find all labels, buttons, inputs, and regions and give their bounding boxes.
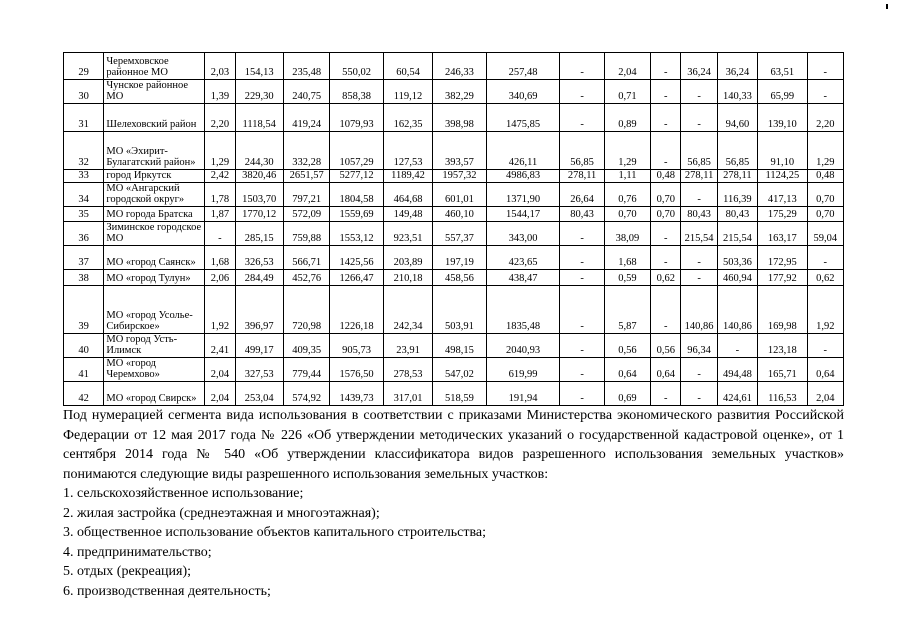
value-cell: 278,11 bbox=[681, 170, 717, 183]
value-cell: 5277,12 bbox=[330, 170, 383, 183]
value-cell: 1770,12 bbox=[235, 207, 283, 222]
value-cell: - bbox=[807, 53, 843, 80]
value-cell: 1226,18 bbox=[330, 286, 383, 334]
value-cell: 0,70 bbox=[807, 207, 843, 222]
value-cell: 140,33 bbox=[717, 80, 757, 104]
value-cell: 23,91 bbox=[383, 334, 432, 358]
value-cell: 0,89 bbox=[604, 104, 650, 132]
value-cell: - bbox=[651, 53, 681, 80]
value-cell: 1,68 bbox=[604, 246, 650, 270]
value-cell: 1576,50 bbox=[330, 358, 383, 382]
value-cell: 91,10 bbox=[758, 132, 807, 170]
value-cell: 36,24 bbox=[681, 53, 717, 80]
value-cell: 0,62 bbox=[807, 270, 843, 286]
row-number: 37 bbox=[64, 246, 104, 270]
value-cell: 858,38 bbox=[330, 80, 383, 104]
value-cell: 0,70 bbox=[651, 207, 681, 222]
value-cell: 426,11 bbox=[486, 132, 560, 170]
value-cell: - bbox=[807, 334, 843, 358]
value-cell: 2,04 bbox=[807, 382, 843, 406]
value-cell: - bbox=[807, 80, 843, 104]
value-cell: 460,94 bbox=[717, 270, 757, 286]
row-number: 39 bbox=[64, 286, 104, 334]
value-cell: 2,06 bbox=[205, 270, 235, 286]
value-cell: 1266,47 bbox=[330, 270, 383, 286]
value-cell: 0,48 bbox=[807, 170, 843, 183]
municipality-name: МО «город Черемхово» bbox=[104, 358, 205, 382]
value-cell: 1,68 bbox=[205, 246, 235, 270]
row-number: 41 bbox=[64, 358, 104, 382]
value-cell: 460,10 bbox=[433, 207, 486, 222]
value-cell: 203,89 bbox=[383, 246, 432, 270]
table-row bbox=[64, 170, 844, 183]
table-body bbox=[64, 53, 844, 406]
value-cell: 1057,29 bbox=[330, 132, 383, 170]
value-cell: 215,54 bbox=[717, 222, 757, 246]
value-cell: 0,62 bbox=[651, 270, 681, 286]
value-cell: 38,09 bbox=[604, 222, 650, 246]
value-cell: 2,03 bbox=[205, 53, 235, 80]
value-cell: 503,91 bbox=[433, 286, 486, 334]
municipality-name: Черемховское районное МО bbox=[104, 53, 205, 80]
row-number: 40 bbox=[64, 334, 104, 358]
value-cell: 1,29 bbox=[205, 132, 235, 170]
value-cell: 1118,54 bbox=[235, 104, 283, 132]
table-row bbox=[64, 246, 844, 270]
value-cell: 191,94 bbox=[486, 382, 560, 406]
value-cell: 65,99 bbox=[758, 80, 807, 104]
value-cell: 172,95 bbox=[758, 246, 807, 270]
usage-types-list bbox=[63, 484, 844, 601]
value-cell: 140,86 bbox=[681, 286, 717, 334]
value-cell: 797,21 bbox=[283, 183, 329, 207]
value-cell: 2,04 bbox=[205, 382, 235, 406]
value-cell: - bbox=[681, 183, 717, 207]
value-cell: 393,57 bbox=[433, 132, 486, 170]
row-number: 33 bbox=[64, 170, 104, 183]
value-cell: 452,76 bbox=[283, 270, 329, 286]
value-cell: 759,88 bbox=[283, 222, 329, 246]
value-cell: 1475,85 bbox=[486, 104, 560, 132]
value-cell: 94,60 bbox=[717, 104, 757, 132]
value-cell: 424,61 bbox=[717, 382, 757, 406]
value-cell: 396,97 bbox=[235, 286, 283, 334]
value-cell: 382,29 bbox=[433, 80, 486, 104]
value-cell: 63,51 bbox=[758, 53, 807, 80]
value-cell: 438,47 bbox=[486, 270, 560, 286]
value-cell: 327,53 bbox=[235, 358, 283, 382]
value-cell: 2,41 bbox=[205, 334, 235, 358]
value-cell: - bbox=[560, 104, 604, 132]
value-cell: 197,19 bbox=[433, 246, 486, 270]
value-cell: 905,73 bbox=[330, 334, 383, 358]
value-cell: 2651,57 bbox=[283, 170, 329, 183]
value-cell: 2,04 bbox=[205, 358, 235, 382]
value-cell: 80,43 bbox=[717, 207, 757, 222]
value-cell: 1804,58 bbox=[330, 183, 383, 207]
value-cell: 566,71 bbox=[283, 246, 329, 270]
value-cell: 2,20 bbox=[807, 104, 843, 132]
value-cell: - bbox=[681, 246, 717, 270]
row-number: 32 bbox=[64, 132, 104, 170]
value-cell: 0,59 bbox=[604, 270, 650, 286]
municipality-name: Зиминское городское МО bbox=[104, 222, 205, 246]
value-cell: - bbox=[681, 104, 717, 132]
municipality-name: МО «город Саянск» bbox=[104, 246, 205, 270]
value-cell: 26,64 bbox=[560, 183, 604, 207]
value-cell: 779,44 bbox=[283, 358, 329, 382]
value-cell: 572,09 bbox=[283, 207, 329, 222]
value-cell: 149,48 bbox=[383, 207, 432, 222]
table-row bbox=[64, 286, 844, 334]
value-cell: 0,56 bbox=[651, 334, 681, 358]
value-cell: 423,65 bbox=[486, 246, 560, 270]
value-cell: 253,04 bbox=[235, 382, 283, 406]
value-cell: - bbox=[651, 80, 681, 104]
row-number: 38 bbox=[64, 270, 104, 286]
value-cell: 340,69 bbox=[486, 80, 560, 104]
value-cell: 127,53 bbox=[383, 132, 432, 170]
value-cell: 165,71 bbox=[758, 358, 807, 382]
value-cell: 0,56 bbox=[604, 334, 650, 358]
value-cell: 4986,83 bbox=[486, 170, 560, 183]
value-cell: 3820,46 bbox=[235, 170, 283, 183]
table-row bbox=[64, 104, 844, 132]
value-cell: 154,13 bbox=[235, 53, 283, 80]
value-cell: - bbox=[560, 246, 604, 270]
value-cell: 547,02 bbox=[433, 358, 486, 382]
value-cell: 1,78 bbox=[205, 183, 235, 207]
value-cell: 0,70 bbox=[604, 207, 650, 222]
value-cell: 278,11 bbox=[717, 170, 757, 183]
value-cell: 177,92 bbox=[758, 270, 807, 286]
value-cell: 116,39 bbox=[717, 183, 757, 207]
value-cell: - bbox=[681, 270, 717, 286]
value-cell: - bbox=[651, 222, 681, 246]
value-cell: 1835,48 bbox=[486, 286, 560, 334]
notes-intro: Под нумерацией сегмента вида использования в соответствии с приказами Министерства экономического развития Российской Федерации от 12 мая 2017 года № 226 «Об утверждении методических указаний о государственной кадастровой оценке», от 1 сентября 2014 года № 540 «Об утверждении классификатора видов разрешенного использования земельных участков» понимаются следующие виды разрешенного использования земельных участков: bbox=[63, 408, 844, 482]
table-row bbox=[64, 222, 844, 246]
value-cell: 163,17 bbox=[758, 222, 807, 246]
value-cell: - bbox=[560, 334, 604, 358]
value-cell: - bbox=[651, 132, 681, 170]
municipality-name: МО города Братска bbox=[104, 207, 205, 222]
value-cell: 1503,70 bbox=[235, 183, 283, 207]
row-number: 30 bbox=[64, 80, 104, 104]
usage-type-item: 1. сельскохозяйственное использование; bbox=[63, 486, 304, 501]
value-cell: 503,36 bbox=[717, 246, 757, 270]
table-row bbox=[64, 53, 844, 80]
value-cell: 284,49 bbox=[235, 270, 283, 286]
value-cell: 162,35 bbox=[383, 104, 432, 132]
value-cell: 0,48 bbox=[651, 170, 681, 183]
value-cell: 285,15 bbox=[235, 222, 283, 246]
value-cell: 1439,73 bbox=[330, 382, 383, 406]
municipality-name: МО «Эхирит-Булагатский район» bbox=[104, 132, 205, 170]
value-cell: 1079,93 bbox=[330, 104, 383, 132]
value-cell: 140,86 bbox=[717, 286, 757, 334]
value-cell: 2,42 bbox=[205, 170, 235, 183]
municipality-name: МО «город Свирск» bbox=[104, 382, 205, 406]
value-cell: 1544,17 bbox=[486, 207, 560, 222]
table-row bbox=[64, 382, 844, 406]
value-cell: 56,85 bbox=[560, 132, 604, 170]
notes-section bbox=[63, 406, 844, 601]
value-cell: 56,85 bbox=[717, 132, 757, 170]
value-cell: 1,87 bbox=[205, 207, 235, 222]
valuation-table bbox=[63, 52, 844, 406]
table-row bbox=[64, 334, 844, 358]
value-cell: 619,99 bbox=[486, 358, 560, 382]
value-cell: 0,64 bbox=[604, 358, 650, 382]
value-cell: 2,04 bbox=[604, 53, 650, 80]
value-cell: 242,34 bbox=[383, 286, 432, 334]
value-cell: - bbox=[651, 104, 681, 132]
value-cell: 1124,25 bbox=[758, 170, 807, 183]
value-cell: 257,48 bbox=[486, 53, 560, 80]
value-cell: 1,29 bbox=[807, 132, 843, 170]
value-cell: - bbox=[717, 334, 757, 358]
table-row bbox=[64, 207, 844, 222]
value-cell: 464,68 bbox=[383, 183, 432, 207]
value-cell: 1,92 bbox=[807, 286, 843, 334]
table-row bbox=[64, 358, 844, 382]
value-cell: - bbox=[560, 222, 604, 246]
usage-type-item: 4. предпринимательство; bbox=[63, 544, 212, 560]
value-cell: 1553,12 bbox=[330, 222, 383, 246]
value-cell: 326,53 bbox=[235, 246, 283, 270]
value-cell: - bbox=[651, 382, 681, 406]
value-cell: 557,37 bbox=[433, 222, 486, 246]
table-row bbox=[64, 132, 844, 170]
value-cell: - bbox=[681, 80, 717, 104]
value-cell: - bbox=[651, 246, 681, 270]
value-cell: 119,12 bbox=[383, 80, 432, 104]
value-cell: 0,69 bbox=[604, 382, 650, 406]
value-cell: - bbox=[560, 286, 604, 334]
value-cell: 169,98 bbox=[758, 286, 807, 334]
value-cell: 175,29 bbox=[758, 207, 807, 222]
value-cell: 499,17 bbox=[235, 334, 283, 358]
value-cell: - bbox=[205, 222, 235, 246]
municipality-name: МО город Усть-Илимск bbox=[104, 334, 205, 358]
value-cell: 317,01 bbox=[383, 382, 432, 406]
row-number: 31 bbox=[64, 104, 104, 132]
value-cell: 278,53 bbox=[383, 358, 432, 382]
value-cell: 56,85 bbox=[681, 132, 717, 170]
value-cell: 244,30 bbox=[235, 132, 283, 170]
value-cell: 1,39 bbox=[205, 80, 235, 104]
value-cell: - bbox=[560, 53, 604, 80]
value-cell: 229,30 bbox=[235, 80, 283, 104]
usage-type-item: 3. общественное использование объектов капитального строительства; bbox=[63, 525, 487, 540]
value-cell: 1425,56 bbox=[330, 246, 383, 270]
value-cell: 80,43 bbox=[681, 207, 717, 222]
value-cell: 574,92 bbox=[283, 382, 329, 406]
value-cell: - bbox=[807, 246, 843, 270]
value-cell: 210,18 bbox=[383, 270, 432, 286]
value-cell: 923,51 bbox=[383, 222, 432, 246]
table-row bbox=[64, 270, 844, 286]
municipality-name: МО «город Усолье-Сибирское» bbox=[104, 286, 205, 334]
value-cell: - bbox=[560, 80, 604, 104]
value-cell: - bbox=[560, 382, 604, 406]
value-cell: - bbox=[560, 270, 604, 286]
municipality-name: МО «Ангарский городской округ» bbox=[104, 183, 205, 207]
value-cell: 116,53 bbox=[758, 382, 807, 406]
municipality-name: МО «город Тулун» bbox=[104, 270, 205, 286]
value-cell: - bbox=[681, 358, 717, 382]
value-cell: - bbox=[560, 358, 604, 382]
value-cell: 0,76 bbox=[604, 183, 650, 207]
row-number: 35 bbox=[64, 207, 104, 222]
value-cell: 36,24 bbox=[717, 53, 757, 80]
value-cell: 720,98 bbox=[283, 286, 329, 334]
value-cell: 498,15 bbox=[433, 334, 486, 358]
municipality-name: город Иркутск bbox=[104, 170, 205, 183]
value-cell: 409,35 bbox=[283, 334, 329, 358]
row-number: 36 bbox=[64, 222, 104, 246]
value-cell: 139,10 bbox=[758, 104, 807, 132]
value-cell: 1,11 bbox=[604, 170, 650, 183]
municipality-name: Шелеховский район bbox=[104, 104, 205, 132]
value-cell: 60,54 bbox=[383, 53, 432, 80]
value-cell: 398,98 bbox=[433, 104, 486, 132]
row-number: 29 bbox=[64, 53, 104, 80]
value-cell: 80,43 bbox=[560, 207, 604, 222]
value-cell: 494,48 bbox=[717, 358, 757, 382]
scan-mark bbox=[886, 4, 888, 9]
row-number: 34 bbox=[64, 183, 104, 207]
value-cell: 2,20 bbox=[205, 104, 235, 132]
row-number: 42 bbox=[64, 382, 104, 406]
value-cell: 1957,32 bbox=[433, 170, 486, 183]
municipality-name: Чунское районное МО bbox=[104, 80, 205, 104]
usage-type-item: 5. отдых (рекреация); bbox=[63, 564, 192, 579]
value-cell: 215,54 bbox=[681, 222, 717, 246]
value-cell: 1189,42 bbox=[383, 170, 432, 183]
value-cell: 0,70 bbox=[651, 183, 681, 207]
table-row bbox=[64, 183, 844, 207]
value-cell: 1371,90 bbox=[486, 183, 560, 207]
usage-type-item: 2. жилая застройка (среднеэтажная и многоэтажная); bbox=[63, 505, 380, 521]
value-cell: - bbox=[651, 286, 681, 334]
value-cell: 332,28 bbox=[283, 132, 329, 170]
value-cell: 518,59 bbox=[433, 382, 486, 406]
value-cell: 1,92 bbox=[205, 286, 235, 334]
value-cell: 1,29 bbox=[604, 132, 650, 170]
value-cell: 417,13 bbox=[758, 183, 807, 207]
value-cell: 458,56 bbox=[433, 270, 486, 286]
value-cell: 0,71 bbox=[604, 80, 650, 104]
value-cell: 601,01 bbox=[433, 183, 486, 207]
usage-type-item: 6. производственная деятельность; bbox=[63, 583, 271, 599]
table-row bbox=[64, 80, 844, 104]
value-cell: 240,75 bbox=[283, 80, 329, 104]
value-cell: 0,70 bbox=[807, 183, 843, 207]
value-cell: 0,64 bbox=[807, 358, 843, 382]
value-cell: 419,24 bbox=[283, 104, 329, 132]
value-cell: 96,34 bbox=[681, 334, 717, 358]
value-cell: 1559,69 bbox=[330, 207, 383, 222]
value-cell: 5,87 bbox=[604, 286, 650, 334]
value-cell: 0,64 bbox=[651, 358, 681, 382]
value-cell: 2040,93 bbox=[486, 334, 560, 358]
value-cell: 343,00 bbox=[486, 222, 560, 246]
value-cell: 246,33 bbox=[433, 53, 486, 80]
value-cell: 123,18 bbox=[758, 334, 807, 358]
value-cell: 59,04 bbox=[807, 222, 843, 246]
value-cell: 278,11 bbox=[560, 170, 604, 183]
value-cell: - bbox=[681, 382, 717, 406]
value-cell: 550,02 bbox=[330, 53, 383, 80]
value-cell: 235,48 bbox=[283, 53, 329, 80]
